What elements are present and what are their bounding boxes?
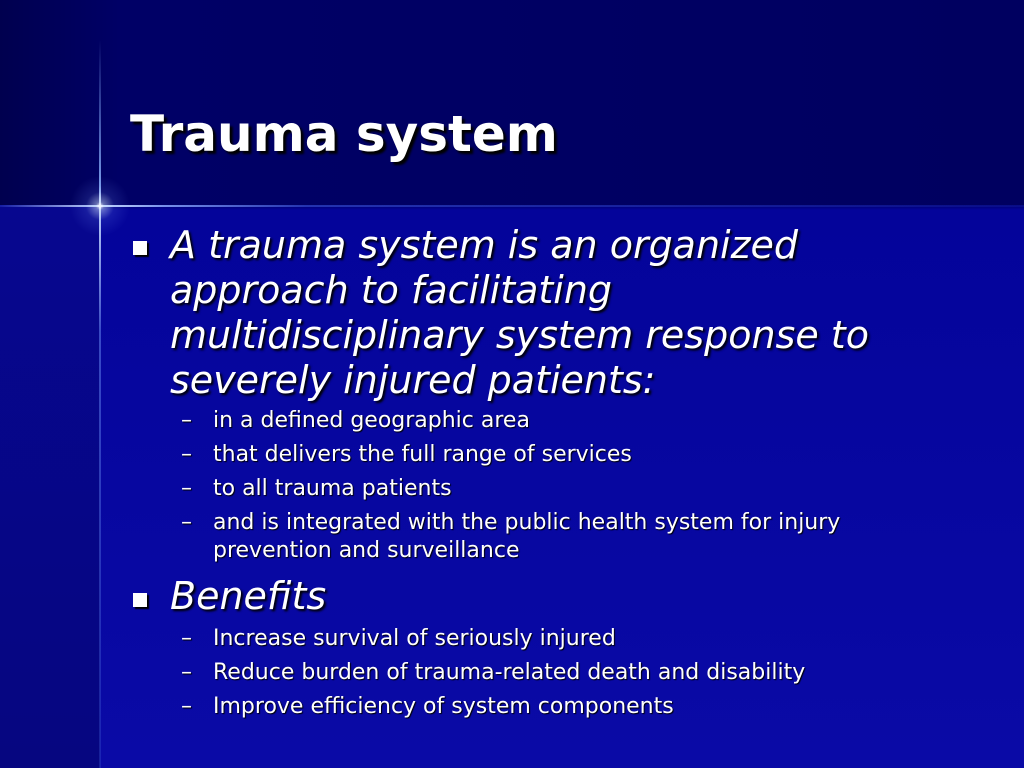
subitem-text: to all trauma patients <box>213 476 452 501</box>
subitem-text: that delivers the full range of services <box>213 442 632 467</box>
dash-marker: – <box>181 510 192 535</box>
bullet-text-line: multidisciplinary system response to <box>170 313 869 357</box>
dash-marker: – <box>181 408 192 433</box>
subitem-text: Reduce burden of trauma-related death and disability <box>213 660 806 685</box>
subitem-text: prevention and surveillance <box>213 538 520 563</box>
subitem-text: Improve efficiency of system components <box>213 694 674 719</box>
bullet-text-line: approach to facilitating <box>170 268 613 312</box>
square-bullet-icon <box>133 593 147 607</box>
bullet-text-line: A trauma system is an organized <box>170 223 799 267</box>
square-bullet-icon <box>133 241 147 255</box>
bullet-text-line: Benefits <box>170 574 327 618</box>
subitem-text: in a defined geographic area <box>213 408 530 433</box>
dash-marker: – <box>181 694 192 719</box>
dash-marker: – <box>181 626 192 651</box>
bullet-text-line: severely injured patients: <box>170 358 656 402</box>
subitem-text: Increase survival of seriously injured <box>213 626 616 651</box>
dash-marker: – <box>181 442 192 467</box>
subitem-text: and is integrated with the public health system for injury <box>213 510 841 535</box>
dash-marker: – <box>181 476 192 501</box>
slide-title: Trauma system <box>130 105 558 163</box>
dash-marker: – <box>181 660 192 685</box>
